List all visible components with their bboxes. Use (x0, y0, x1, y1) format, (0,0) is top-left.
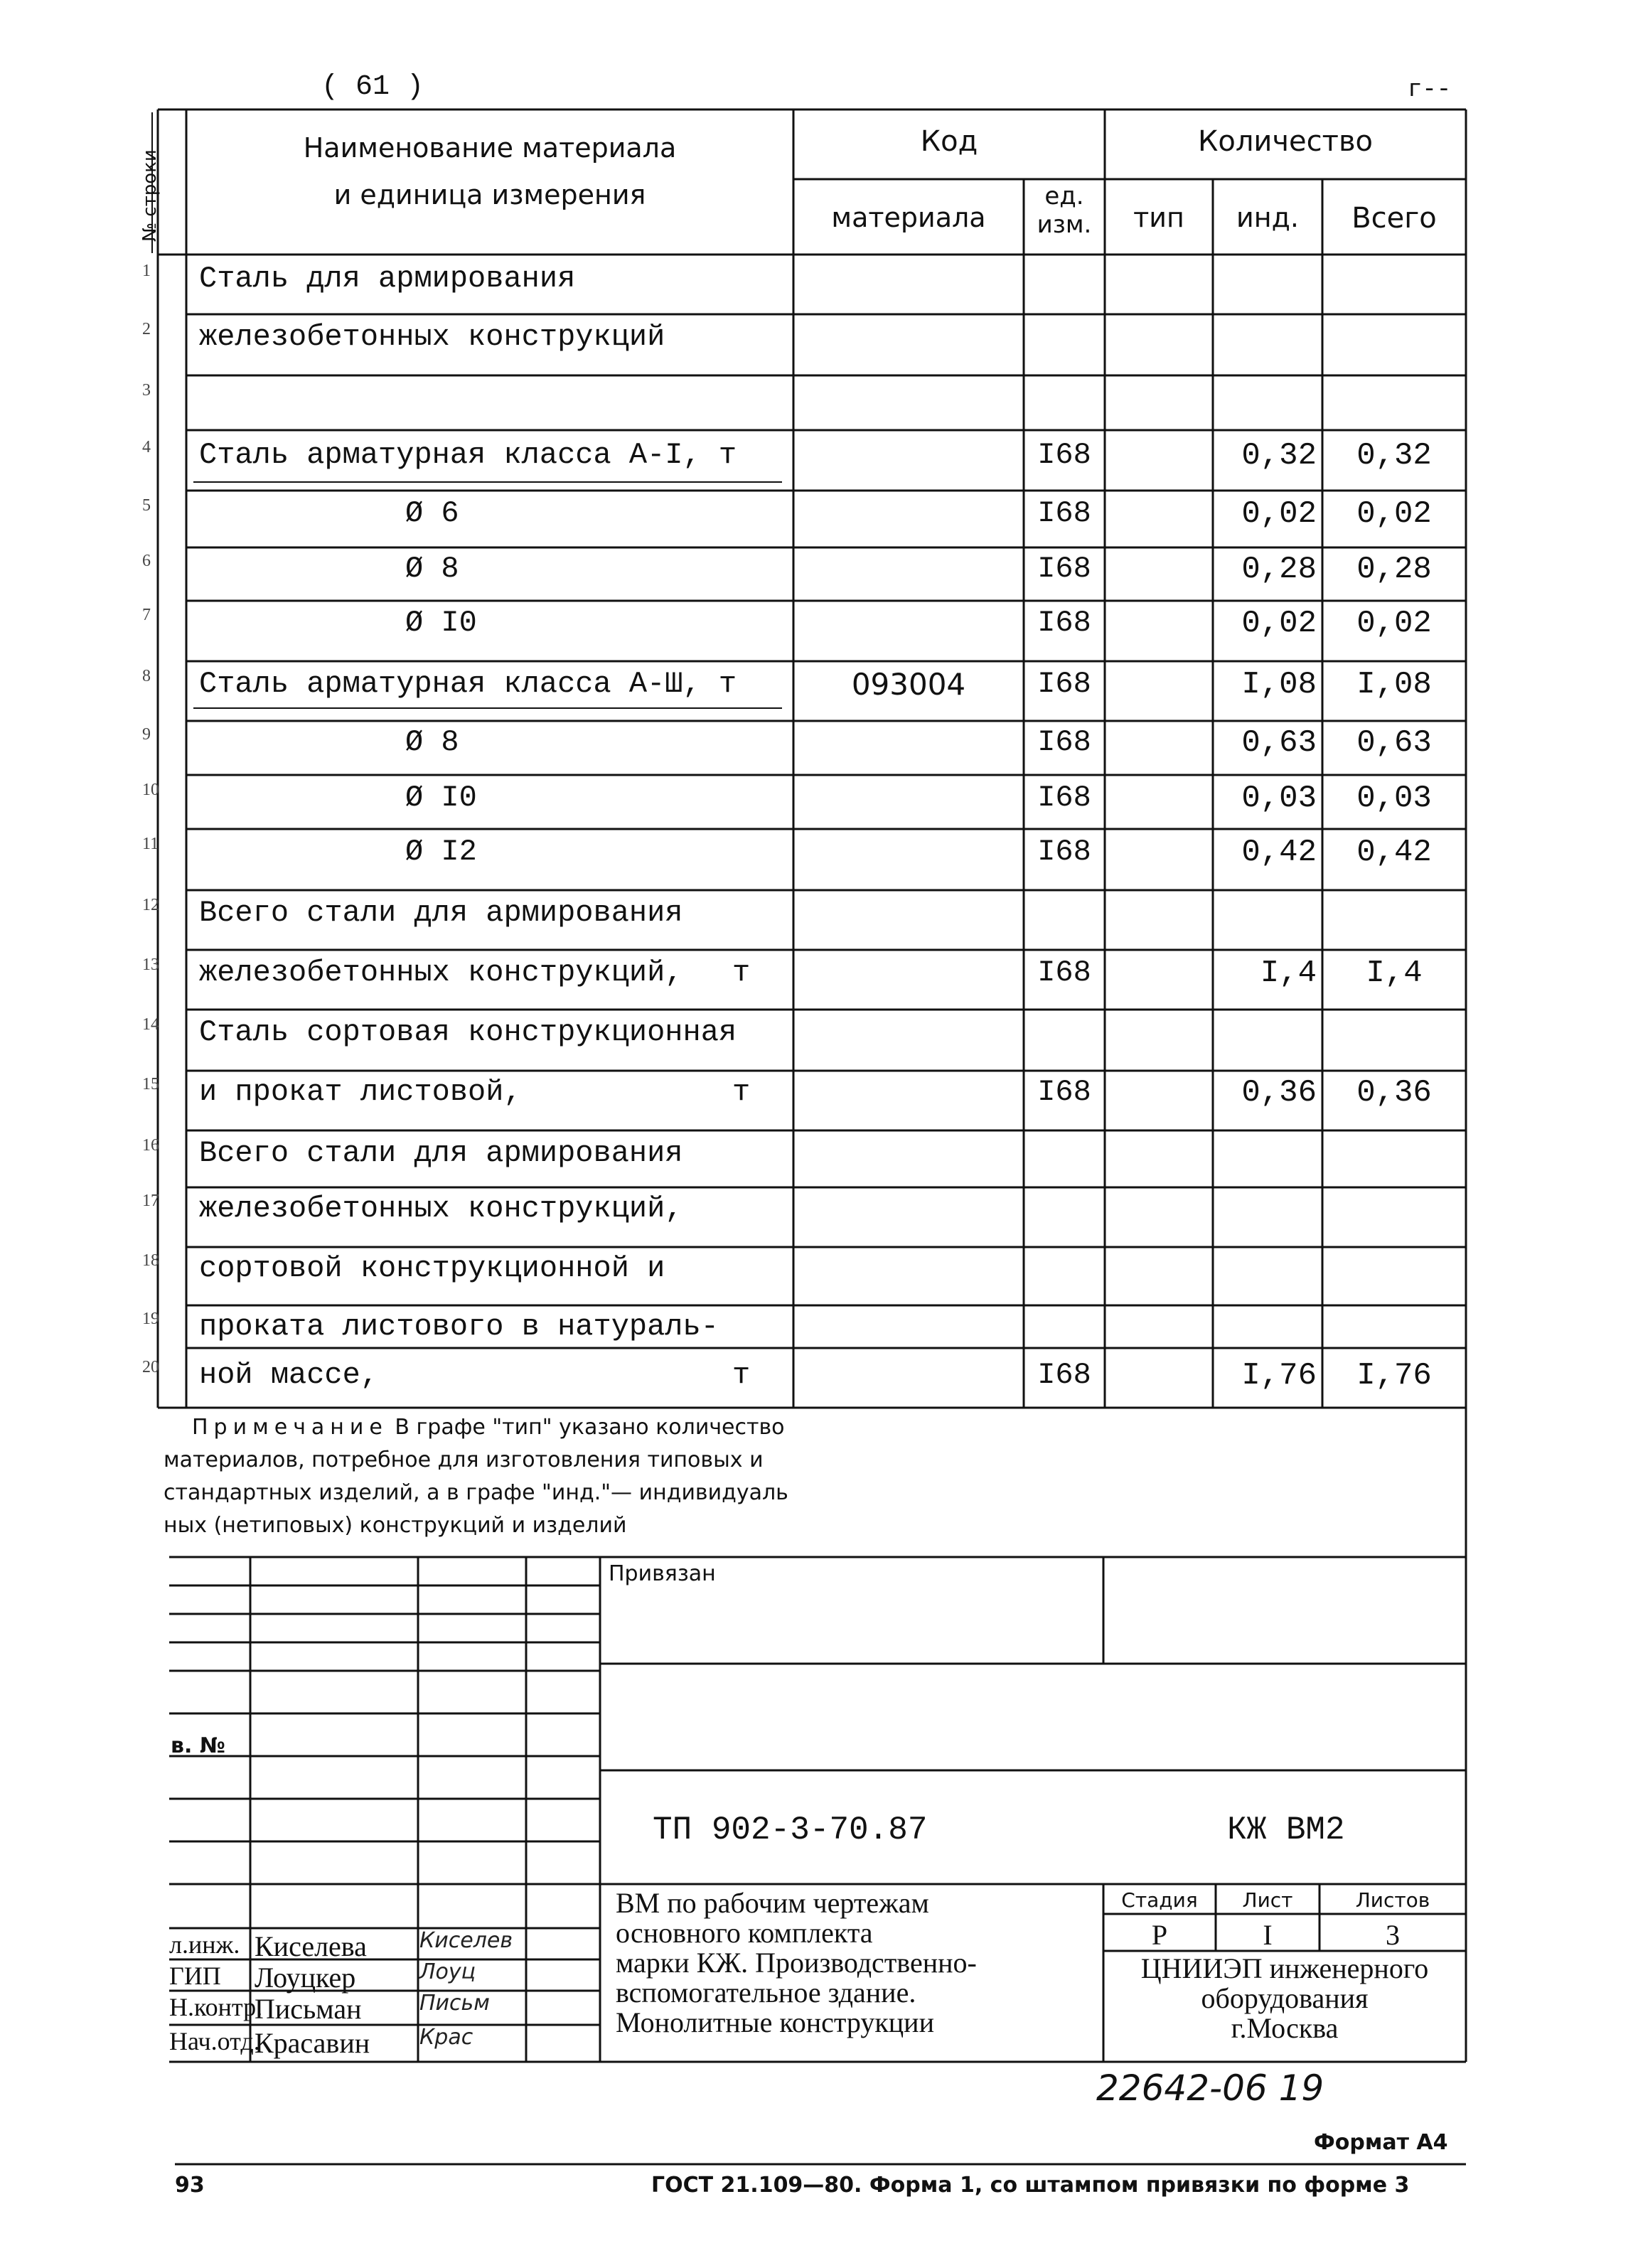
signer-name: Письман (255, 1993, 362, 2025)
row-qty-ind: 0,32 (1241, 438, 1317, 474)
row-qty-total: I,4 (1366, 956, 1423, 991)
row-qty-ind: 0,63 (1241, 725, 1317, 761)
row-number: 16 (142, 1136, 159, 1155)
row-number: 6 (142, 552, 151, 570)
row-unit: I68 (1037, 667, 1091, 701)
signer-name: Киселева (255, 1930, 367, 1962)
row-qty-ind: I,08 (1241, 667, 1317, 702)
row-name: Ø I0 (405, 606, 477, 640)
note-prefix: Примечание (192, 1415, 388, 1440)
row-name: Ø 8 (405, 725, 459, 759)
row-unit: I68 (1037, 835, 1091, 869)
stamp-title-line: Монолитные конструкции (616, 2006, 934, 2038)
row-number: 2 (142, 320, 151, 338)
row-number: 19 (142, 1310, 159, 1328)
signer-signature: Киселев (419, 1928, 513, 1953)
signer-row (169, 1928, 600, 1962)
row-qty-ind: 0,28 (1241, 552, 1317, 587)
signer-role: Н.контр. (169, 1993, 263, 2021)
signer-signature: Лоуц (419, 1959, 476, 1984)
row-number: 5 (142, 496, 151, 515)
row-qty-total: 0,03 (1356, 781, 1432, 816)
row-name: железобетонных конструкций (199, 320, 665, 354)
header-unit-line2: изм. (1037, 210, 1092, 239)
row-number: 7 (142, 606, 151, 624)
stamp-title-line: марки КЖ. Производственно- (616, 1947, 977, 1979)
signer-role: л.инж. (169, 1930, 240, 1959)
row-unit: I68 (1037, 781, 1091, 815)
row-number: 15 (142, 1075, 159, 1093)
row-name: Ø 6 (405, 496, 459, 530)
row-name: Ø I0 (405, 781, 477, 815)
stamp-org (1103, 1954, 1466, 2043)
header-qty-total: Всего (1351, 202, 1437, 235)
row-name: и прокат листовой, (199, 1075, 522, 1109)
row-unit: I68 (1037, 725, 1091, 759)
stamp-sheets-label: Листов (1355, 1888, 1430, 1912)
stamp-org-line: г.Москва (1231, 2012, 1339, 2044)
row-code: 093004 (851, 667, 966, 702)
header-unit-line1: ед. (1044, 182, 1084, 210)
side-label: № строки (139, 149, 161, 242)
row-unit: I68 (1037, 606, 1091, 640)
header-qty-ind: инд. (1236, 202, 1299, 233)
note-line2: материалов, потребное для изготовления типовых и (164, 1448, 764, 1472)
stamp-mark: КЖ ВМ2 (1227, 1812, 1345, 1849)
row-qty-total: 0,42 (1356, 835, 1432, 870)
header-qty-type: тип (1133, 202, 1184, 233)
row-number: 10 (142, 781, 159, 799)
row-unit: I68 (1037, 956, 1091, 990)
row-number: 9 (142, 725, 151, 744)
row-name: Всего стали для армирования (199, 896, 683, 930)
signer-signature: Письм (419, 1991, 490, 2016)
row-unit-suffix: т (732, 956, 751, 990)
stamp-title-line: ВМ по рабочим чертежам (616, 1887, 929, 1919)
row-number: 4 (142, 438, 151, 456)
row-number: 12 (142, 896, 159, 914)
row-name: железобетонных конструкций, (199, 1192, 683, 1226)
row-qty-total: 0,63 (1356, 725, 1432, 761)
top-mark-right: г-- (1408, 77, 1452, 104)
row-name: проката листового в натураль- (199, 1310, 719, 1344)
footer-gost: ГОСТ 21.109—80. Форма 1, со штампом привязки по форме 3 (651, 2173, 1410, 2198)
row-qty-total: 0,32 (1356, 438, 1432, 474)
row-number: 14 (142, 1015, 159, 1034)
row-unit: I68 (1037, 1358, 1091, 1392)
row-qty-total: I,76 (1356, 1358, 1432, 1394)
signer-signature: Крас (419, 2025, 473, 2050)
row-qty-total: 0,36 (1356, 1075, 1432, 1111)
stamp-inv-no: в. № (171, 1733, 225, 1758)
signer-row (169, 2025, 600, 2059)
signer-name: Красавин (255, 2027, 370, 2059)
row-qty-ind: 0,03 (1241, 781, 1317, 816)
row-name: Всего стали для армирования (199, 1136, 683, 1170)
top-mark-left: ( 61 ) (321, 71, 424, 103)
row-unit-suffix: т (732, 1075, 751, 1109)
row-number: 13 (142, 956, 159, 974)
stamp-project-code: ТП 902-3-70.87 (653, 1812, 928, 1849)
signer-row (169, 1959, 600, 1994)
row-name: железобетонных конструкций, (199, 956, 683, 990)
stamp-sheets: 3 (1386, 1919, 1400, 1951)
signer-row (169, 1991, 600, 2025)
note-line1 (192, 1415, 785, 1440)
stamp-sheet-label: Лист (1242, 1888, 1293, 1912)
row-number: 3 (142, 381, 151, 400)
row-unit: I68 (1037, 552, 1091, 586)
note-line4: ных (нетиповых) конструкций и изделий (164, 1513, 627, 1538)
note-text1: В графе "тип" указано количество (395, 1415, 785, 1440)
signer-role: ГИП (169, 1962, 221, 1990)
header-name-line1: Наименование материала (303, 132, 677, 164)
stamp-privyazan: Привязан (609, 1561, 716, 1586)
stamp-stage-label: Стадия (1121, 1888, 1198, 1912)
row-qty-ind: 0,02 (1241, 496, 1317, 532)
row-number: 1 (142, 262, 151, 280)
stamp-org-line: ЦНИИЭП инженерного (1140, 1952, 1429, 1984)
row-qty-ind: 0,42 (1241, 835, 1317, 870)
row-unit-suffix: т (732, 1358, 751, 1392)
row-unit: I68 (1037, 496, 1091, 530)
stamp-org-line: оборудования (1201, 1982, 1369, 2014)
signer-name: Лоуцкер (255, 1962, 356, 1994)
footer-format: Формат А4 (1314, 2130, 1448, 2155)
row-name: Сталь арматурная класса А-I, т (199, 438, 737, 472)
stamp-title-line: основного комплекта (616, 1917, 873, 1949)
row-qty-total: 0,28 (1356, 552, 1432, 587)
row-name: Сталь арматурная класса А-Ш, т (199, 667, 737, 701)
header-quantity: Количество (1197, 125, 1373, 158)
row-number: 8 (142, 667, 151, 685)
row-qty-ind: I,4 (1260, 956, 1317, 991)
row-unit: I68 (1037, 1075, 1091, 1109)
row-qty-ind: 0,02 (1241, 606, 1317, 641)
row-number: 17 (142, 1192, 159, 1210)
handwritten-number: 22642-06 19 (1096, 2068, 1324, 2109)
row-name: Сталь для армирования (199, 262, 576, 296)
row-number: 20 (142, 1358, 159, 1376)
row-name: Ø 8 (405, 552, 459, 586)
row-qty-total: I,08 (1356, 667, 1432, 702)
row-name: сортовой конструкционной и (199, 1251, 665, 1285)
stamp-sheet: I (1263, 1919, 1273, 1951)
row-number: 18 (142, 1251, 159, 1270)
note-line3: стандартных изделий, а в графе "инд."— индивидуаль (164, 1480, 788, 1505)
footer-page-number: 93 (175, 2173, 205, 2198)
row-name: Сталь сортовая конструкционная (199, 1015, 737, 1049)
header-code-material: материала (831, 202, 986, 233)
row-qty-ind: I,76 (1241, 1358, 1317, 1394)
header-name-line2: и единица измерения (333, 179, 646, 210)
row-name: Ø I2 (405, 835, 477, 869)
stamp-stage: Р (1151, 1919, 1168, 1951)
row-qty-total: 0,02 (1356, 606, 1432, 641)
row-qty-ind: 0,36 (1241, 1075, 1317, 1111)
row-qty-total: 0,02 (1356, 496, 1432, 532)
signer-role: Нач.отд. (169, 2027, 260, 2055)
header-code: Код (920, 125, 978, 158)
row-number: 11 (142, 835, 159, 853)
row-unit: I68 (1037, 438, 1091, 472)
row-name: ной массе, (199, 1358, 379, 1392)
stamp-title-line: вспомогательное здание. (616, 1977, 916, 2008)
stamp-title (616, 1888, 977, 2038)
